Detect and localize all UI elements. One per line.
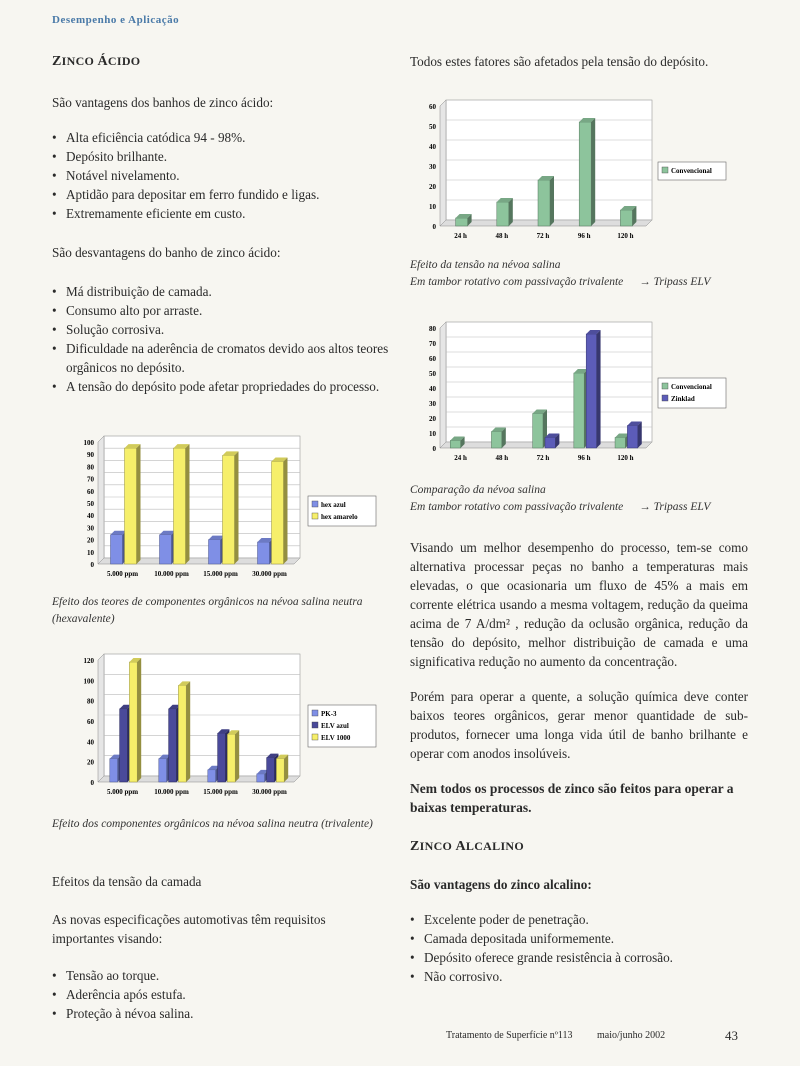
y-tick-label: 60	[429, 355, 436, 363]
bar-front	[218, 733, 226, 782]
bar-front	[579, 122, 591, 226]
x-tick-label: 96 h	[577, 232, 591, 240]
bar-front	[129, 662, 137, 782]
legend-swatch	[312, 513, 318, 519]
caption-chart-comparacao: Comparação da névoa salina Em tambor rotativo com passivação trivalente → Tripass ELV	[410, 484, 711, 513]
y-tick-label: 30	[429, 400, 436, 408]
bar	[227, 730, 239, 782]
advantages-list	[52, 128, 390, 223]
disadvantage-item: • Má distribuição de camada.	[52, 282, 390, 301]
y-tick-label: 10	[87, 548, 94, 557]
legend-label: Zinklad	[671, 395, 695, 403]
bar	[223, 451, 239, 564]
bar-side	[284, 458, 288, 564]
x-tick-label: 48 h	[495, 454, 509, 462]
running-header: Desempenho e Aplicação	[52, 14, 180, 26]
bar-front	[574, 373, 584, 448]
y-tick-label: 60	[87, 718, 94, 726]
bar	[258, 538, 274, 564]
bar-side	[137, 444, 141, 564]
alkaline-advantages-title: São vantagens do zinco alcalino:	[410, 877, 592, 892]
bar-front	[533, 414, 543, 449]
effects-title: Efeitos da tensão da camada	[52, 874, 202, 889]
bar-front	[223, 455, 235, 564]
x-tick-label: 72 h	[536, 454, 550, 462]
legend-swatch	[662, 395, 668, 401]
legend-label: hex amarelo	[321, 513, 358, 521]
bar-front	[208, 770, 216, 782]
bar-front	[615, 438, 625, 449]
left-column	[52, 50, 390, 396]
chart-tensao-nevoa	[418, 96, 748, 248]
bar-side	[186, 681, 190, 782]
x-tick-label: 72 h	[536, 232, 550, 240]
plot-side-wall	[98, 436, 104, 564]
x-tick-label: 24 h	[454, 454, 467, 462]
bar-front	[272, 462, 284, 564]
y-tick-label: 80	[87, 463, 94, 472]
bar-front	[267, 758, 275, 782]
y-tick-label: 20	[87, 536, 94, 545]
legend-swatch	[312, 501, 318, 507]
x-tick-label: 30.000 ppm	[252, 788, 287, 796]
bar	[456, 214, 472, 226]
y-tick-label: 20	[429, 415, 436, 423]
disadvantage-item: • Solução corrosiva.	[52, 320, 390, 339]
bar-front	[276, 759, 284, 782]
legend-label: ELV azul	[321, 722, 349, 730]
bar	[174, 444, 190, 564]
x-tick-label: 10.000 ppm	[154, 788, 189, 796]
legend-swatch	[312, 734, 318, 740]
bar-front	[456, 218, 468, 226]
bar-side	[591, 118, 595, 226]
y-tick-label: 50	[429, 123, 436, 131]
y-tick-label: 20	[87, 758, 94, 767]
alkaline-advantage-item: • Depósito oferece grande resistência à corrosão.	[410, 948, 748, 967]
bar	[178, 681, 190, 782]
bar-front	[545, 438, 555, 449]
bar-front	[111, 535, 123, 564]
y-tick-label: 0	[432, 445, 436, 453]
caption-chart-hexavalente: Efeito dos teores de componentes orgânicos na névoa salina neutra (hexavalente)	[52, 596, 363, 625]
bar-front	[538, 180, 550, 226]
y-tick-label: 40	[429, 143, 436, 151]
caption-chart-tensao: Efeito da tensão na névoa salina Em tambor rotativo com passivação trivalente → Tripass ELV	[410, 259, 711, 288]
plot-side-wall	[440, 100, 446, 226]
caption-chart-trivalente: Efeito dos componentes orgânicos na névoa salina neutra (trivalente)	[52, 818, 373, 830]
y-tick-label: 120	[83, 657, 94, 665]
page-number: 43	[725, 1028, 738, 1043]
bar-front	[227, 734, 235, 782]
bar	[586, 330, 600, 448]
bar	[491, 428, 505, 449]
bar	[111, 531, 127, 564]
x-tick-label: 96 h	[577, 454, 591, 462]
alkaline-advantages-list	[410, 910, 748, 986]
bar	[125, 444, 141, 564]
plot-side-wall	[440, 322, 446, 448]
x-tick-label: 30.000 ppm	[252, 570, 287, 578]
bar-front	[491, 432, 501, 449]
bar-front	[174, 448, 186, 564]
y-tick-label: 50	[429, 370, 436, 378]
bar	[160, 531, 176, 564]
bar-side	[235, 451, 239, 564]
legend-swatch	[312, 722, 318, 728]
bar-front	[125, 448, 137, 564]
y-tick-label: 90	[87, 451, 94, 460]
y-tick-label: 0	[90, 561, 94, 569]
legend-swatch	[312, 710, 318, 716]
x-tick-label: 10.000 ppm	[154, 570, 189, 578]
y-tick-label: 100	[83, 677, 94, 686]
y-tick-label: 70	[429, 340, 436, 348]
x-tick-label: 5.000 ppm	[106, 570, 139, 578]
bold-statement: Nem todos os processos de zinco são feitos para operar a baixas temperaturas.	[410, 781, 734, 815]
bar	[579, 118, 595, 226]
legend-swatch	[662, 383, 668, 389]
bar-side	[186, 444, 190, 564]
bar	[497, 198, 513, 226]
paragraph-temperatura: Visando um melhor desempenho do processo, tem-se como alternativa processar peças no banho a temperaturas mais elevadas, o que ocasionaria um fluxo de 45% a mais em corrente elétrica usando a mesma voltagem, redução da queima acima de 7 A/dm² , redução da oclusão orgânica, redução da tensão do depósito, melhor distribuição de camada e uma significativa redução no aumento da concentração.	[410, 540, 748, 669]
advantages-intro: São vantagens dos banhos de zinco ácido:	[52, 95, 274, 110]
bar-side	[137, 658, 141, 782]
legend-label: Convencional	[671, 383, 712, 391]
bar	[545, 434, 559, 449]
bar-front	[120, 709, 128, 782]
y-tick-label: 100	[83, 439, 94, 447]
bar-side	[509, 198, 513, 226]
y-tick-label: 10	[429, 430, 436, 438]
x-tick-label: 120 h	[617, 454, 634, 462]
paragraph-operar-quente: Porém para operar a quente, a solução química deve conter baixos teores orgânicos, gerar menor quantidade de sub-produtos, fornecer uma longa vida útil de banho brilhante e operar com anodos insolúveis.	[410, 689, 748, 761]
legend-label: ELV 1000	[321, 734, 351, 742]
section-title-zinco-acido: ZINCO ÁCIDO	[52, 54, 141, 69]
y-tick-label: 60	[429, 103, 436, 111]
bar-front	[627, 426, 637, 449]
effects-intro: As novas especificações automotivas têm requisitos importantes visando:	[52, 912, 326, 946]
plot-side-wall	[98, 654, 104, 782]
bar-front	[258, 542, 270, 564]
y-tick-label: 80	[87, 697, 94, 706]
bar-front	[497, 202, 509, 226]
right-intro: Todos estes fatores são afetados pela tensão do depósito.	[410, 54, 709, 69]
bar	[620, 206, 636, 226]
bar-front	[110, 759, 118, 782]
x-tick-label: 24 h	[454, 232, 467, 240]
x-tick-label: 48 h	[495, 232, 509, 240]
x-tick-label: 15.000 ppm	[203, 570, 238, 578]
bar-front	[586, 334, 596, 448]
y-tick-label: 0	[432, 223, 436, 231]
alkaline-advantage-item: • Camada depositada uniformemente.	[410, 929, 748, 948]
bar-side	[597, 330, 601, 448]
bar-front	[620, 210, 632, 226]
bar-front	[160, 535, 172, 564]
effect-item: • Proteção à névoa salina.	[52, 1004, 390, 1023]
effect-item: • Tensão ao torque.	[52, 966, 390, 985]
y-tick-label: 40	[429, 385, 436, 393]
alkaline-advantage-item: • Excelente poder de penetração.	[410, 910, 748, 929]
chart-hexavalente	[62, 432, 392, 584]
bar-front	[450, 441, 460, 449]
bar-side	[638, 422, 642, 449]
bar-front	[178, 685, 186, 782]
x-tick-label: 15.000 ppm	[203, 788, 238, 796]
legend-swatch	[662, 167, 668, 173]
y-tick-label: 40	[87, 512, 94, 521]
bar-front	[159, 759, 167, 782]
chart-comparacao-nevoa	[418, 318, 748, 470]
bar	[627, 422, 641, 449]
x-tick-label: 120 h	[617, 232, 634, 240]
disadvantages-list	[52, 282, 390, 396]
disadvantage-item: • A tensão do depósito pode afetar propriedades do processo.	[52, 377, 390, 396]
alkaline-advantage-item: • Não corrosivo.	[410, 967, 748, 986]
advantage-item: • Notável nivelamento.	[52, 166, 390, 185]
section-title-zinco-alcalino: ZINCO ALCALINO	[410, 839, 525, 854]
legend-label: PK-3	[321, 710, 337, 718]
bar-side	[284, 755, 288, 782]
y-tick-label: 0	[90, 779, 94, 787]
y-tick-label: 30	[87, 524, 94, 533]
legend-label: hex azul	[321, 501, 346, 509]
bar-side	[550, 176, 554, 226]
bar	[129, 658, 141, 782]
y-tick-label: 10	[429, 203, 436, 211]
x-tick-label: 5.000 ppm	[106, 788, 139, 796]
bar	[538, 176, 554, 226]
y-tick-label: 40	[87, 738, 94, 747]
bar-side	[235, 730, 239, 782]
bar	[209, 536, 225, 564]
effects-list	[52, 966, 390, 1023]
bar	[272, 458, 288, 564]
bar	[276, 755, 288, 782]
bar-front	[169, 709, 177, 782]
disadvantage-item: • Dificuldade na aderência de cromatos devido aos altos teores orgânicos no depósito.	[52, 339, 390, 377]
advantage-item: • Depósito brilhante.	[52, 147, 390, 166]
y-tick-label: 80	[429, 325, 436, 333]
y-tick-label: 20	[429, 183, 436, 191]
chart-trivalente	[62, 650, 392, 802]
effect-item: • Aderência após estufa.	[52, 985, 390, 1004]
advantage-item: • Extremamente eficiente em custo.	[52, 204, 390, 223]
advantage-item: • Alta eficiência catódica 94 - 98%.	[52, 128, 390, 147]
y-tick-label: 60	[87, 487, 94, 496]
footer: Tratamento de Superfície nº113 maio/junho 2002 43	[446, 1028, 738, 1043]
y-tick-label: 30	[429, 163, 436, 171]
legend-label: Convencional	[671, 167, 712, 175]
bar-front	[209, 540, 221, 564]
advantage-item: • Aptidão para depositar em ferro fundido e ligas.	[52, 185, 390, 204]
y-tick-label: 50	[87, 500, 94, 508]
bar-front	[257, 774, 265, 782]
disadvantage-item: • Consumo alto por arraste.	[52, 301, 390, 320]
y-tick-label: 70	[87, 475, 94, 484]
disadvantages-intro: São desvantagens do banho de zinco ácido:	[52, 245, 281, 260]
